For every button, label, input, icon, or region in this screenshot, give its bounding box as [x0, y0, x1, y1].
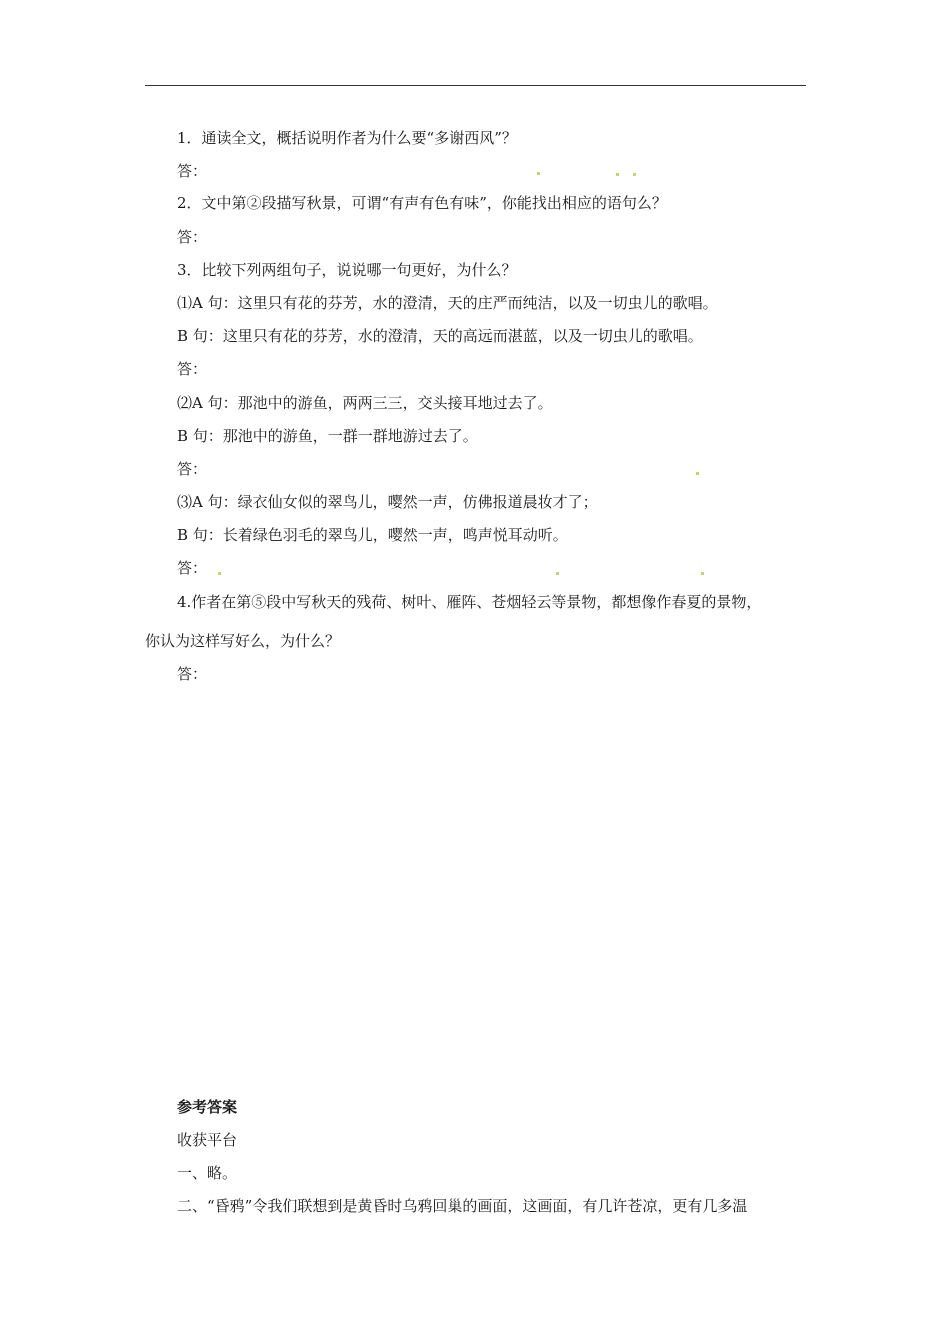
question-3-1-sentence-a: ⑴A 句：这里只有花的芬芳，水的澄清，天的庄严而纯洁，以及一切虫儿的歌唱。: [177, 294, 718, 312]
question-3-3-sentence-a: ⑶A 句：绿衣仙女似的翠鸟儿，嘤然一声，仿佛报道晨妆才了；: [177, 493, 598, 511]
question-2: 2．文中第②段描写秋景，可谓“有声有色有味”，你能找出相应的语句么？: [177, 194, 667, 212]
question-3-3-sentence-b: B 句：长着绿色羽毛的翠鸟儿，嘤然一声，鸣声悦耳动听。: [177, 526, 568, 544]
question-1: 1．通读全文，概括说明作者为什么要“多谢西风”？: [177, 129, 517, 147]
answer-label-2: 答：: [177, 228, 208, 246]
answer-label-3-1: 答：: [177, 360, 208, 378]
reference-heading: 参考答案: [177, 1098, 238, 1116]
scan-speck: [616, 173, 619, 176]
scan-speck: [696, 472, 699, 475]
answer-label-3-3: 答：: [177, 559, 208, 577]
reference-item-2: 二、“昏鸦”令我们联想到是黄昏时乌鸦回巢的画面，这画面，有几许苍凉，更有几多温: [177, 1197, 748, 1215]
scan-speck: [556, 572, 559, 575]
scan-speck: [218, 572, 221, 575]
question-4-line-1: 4.作者在第⑤段中写秋天的残荷、树叶、雁阵、苍烟轻云等景物，都想像作春夏的景物，: [177, 593, 762, 611]
question-4-line-2: 你认为这样写好么，为什么？: [145, 632, 341, 650]
scan-speck: [701, 572, 704, 575]
header-rule: [145, 85, 806, 86]
reference-item-1: 一、略。: [177, 1164, 238, 1182]
answer-label-3-2: 答：: [177, 460, 208, 478]
reference-section: 收获平台: [177, 1131, 238, 1149]
scan-speck: [633, 173, 636, 176]
question-3-2-sentence-a: ⑵A 句：那池中的游鱼，两两三三，交头接耳地过去了。: [177, 394, 553, 412]
answer-label-4: 答：: [177, 665, 208, 683]
question-3-1-sentence-b: B 句：这里只有花的芬芳，水的澄清，天的高远而湛蓝，以及一切虫儿的歌唱。: [177, 327, 703, 345]
question-3: 3．比较下列两组句子，说说哪一句更好，为什么？: [177, 261, 517, 279]
question-3-2-sentence-b: B 句：那池中的游鱼，一群一群地游过去了。: [177, 427, 478, 445]
scan-speck: [537, 172, 540, 175]
answer-label-1: 答：: [177, 162, 208, 180]
